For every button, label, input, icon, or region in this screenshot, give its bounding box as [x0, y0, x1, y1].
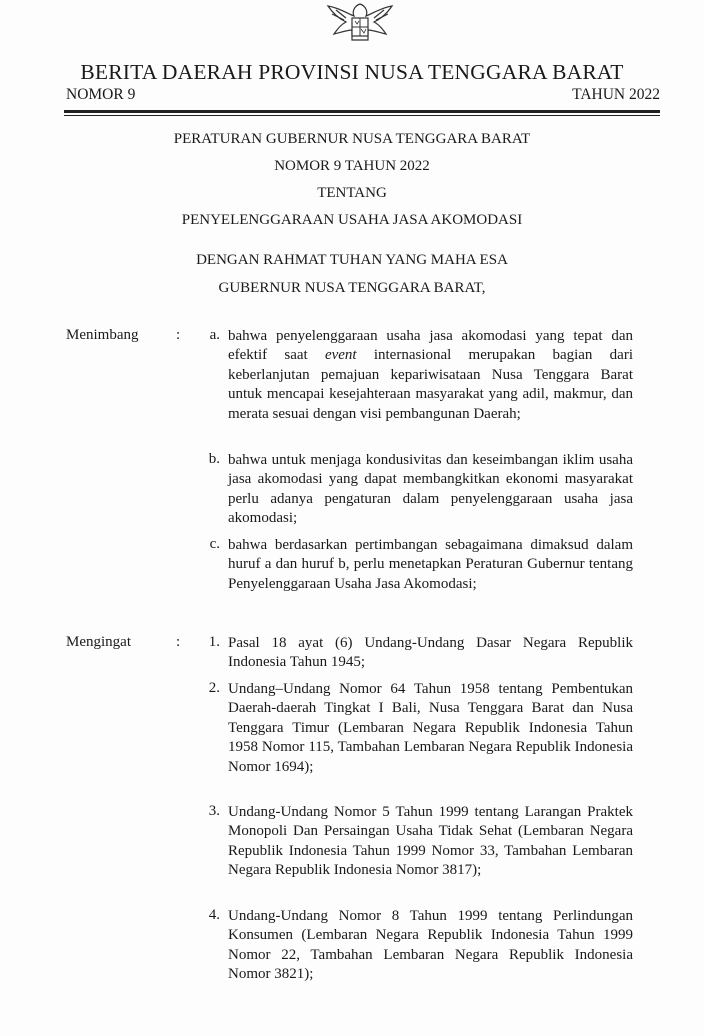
menimbang-colon: : [176, 327, 181, 343]
regulation-subject: PENYELENGGARAAN USAHA JASA AKOMODASI [181, 212, 523, 228]
item-text: internasional merupakan bagian dari keberlanjutan pemajuan kepariwisataan Nusa Tenggara Barat untuk mencapai kesejahteraan masyarakat yang adil, makmur, dan merata sesuai dengan visi pembangunan Daerah; [228, 347, 633, 422]
list-marker: 1. [208, 634, 220, 650]
list-item [228, 327, 633, 424]
preamble-invocation: DENGAN RAHMAT TUHAN YANG MAHA ESA [196, 252, 508, 268]
list-marker: a. [209, 327, 220, 343]
list-item: Undang-Undang Nomor 5 Tahun 1999 tentang Larangan Praktek Monopoli Dan Persaingan Usaha Tidak Sehat (Lembaran Negara Republik Indonesia Tahun 1999 Nomor 33, Tambahan Lembaran Negara Republik Indonesia Nomor 3817); [228, 804, 633, 879]
issuing-authority: GUBERNUR NUSA TENGGARA BARAT, [218, 280, 486, 296]
list-marker: c. [209, 536, 220, 552]
regulation-about: TENTANG [317, 185, 387, 201]
header-rule-thin [64, 115, 660, 116]
item-text: bahwa penyelenggaraan usaha jasa akomodasi yang tepat dan efektif saat [228, 328, 633, 364]
gazette-title: BERITA DAERAH PROVINSI NUSA TENGGARA BARAT [80, 60, 624, 84]
header-rule-thick [64, 110, 660, 113]
list-marker: 2. [208, 680, 220, 696]
gazette-number: NOMOR 9 [66, 86, 136, 103]
list-item: bahwa untuk menjaga kondusivitas dan keseimbangan iklim usaha jasa akomodasi yang dapat membangkitkan ekonomi masyarakat perlu adanya pengaturan dalam penyelenggaraan usaha jasa akomodasi; [228, 452, 633, 527]
list-item: Undang-Undang Nomor 8 Tahun 1999 tentang Perlindungan Konsumen (Lembaran Negara Republik Indonesia Tahun 1999 Nomor 22, Tambahan Lembaran Negara Republik Indonesia Nomor 3821); [228, 908, 633, 983]
item-emphasis: event [324, 347, 357, 364]
mengingat-colon: : [176, 634, 181, 650]
list-marker: 3. [208, 803, 220, 819]
regulation-title: PERATURAN GUBERNUR NUSA TENGGARA BARAT [173, 131, 531, 147]
mengingat-label: Mengingat [66, 634, 131, 650]
list-marker: b. [208, 451, 220, 467]
list-item: Pasal 18 ayat (6) Undang-Undang Dasar Negara Republik Indonesia Tahun 1945; [228, 635, 633, 671]
gazette-year: TAHUN 2022 [572, 86, 660, 103]
list-item: Undang–Undang Nomor 64 Tahun 1958 tentang Pembentukan Daerah-daerah Tingkat I Bali, Nusa Tenggara Barat dan Nusa Tenggara Timur (Lembaran Negara Republik Indonesia Tahun 1958 Nomor 115, Tambahan Lembaran Negara Republik Indonesia Nomor 1694); [228, 681, 633, 775]
regulation-number: NOMOR 9 TAHUN 2022 [274, 158, 430, 174]
list-marker: 4. [208, 907, 220, 923]
menimbang-label: Menimbang [66, 327, 139, 343]
garuda-emblem-icon [312, 0, 408, 44]
list-item: bahwa berdasarkan pertimbangan sebagaimana dimaksud dalam huruf a dan huruf b, perlu menetapkan Peraturan Gubernur tentang Penyelenggaraan Usaha Jasa Akomodasi; [228, 537, 633, 592]
